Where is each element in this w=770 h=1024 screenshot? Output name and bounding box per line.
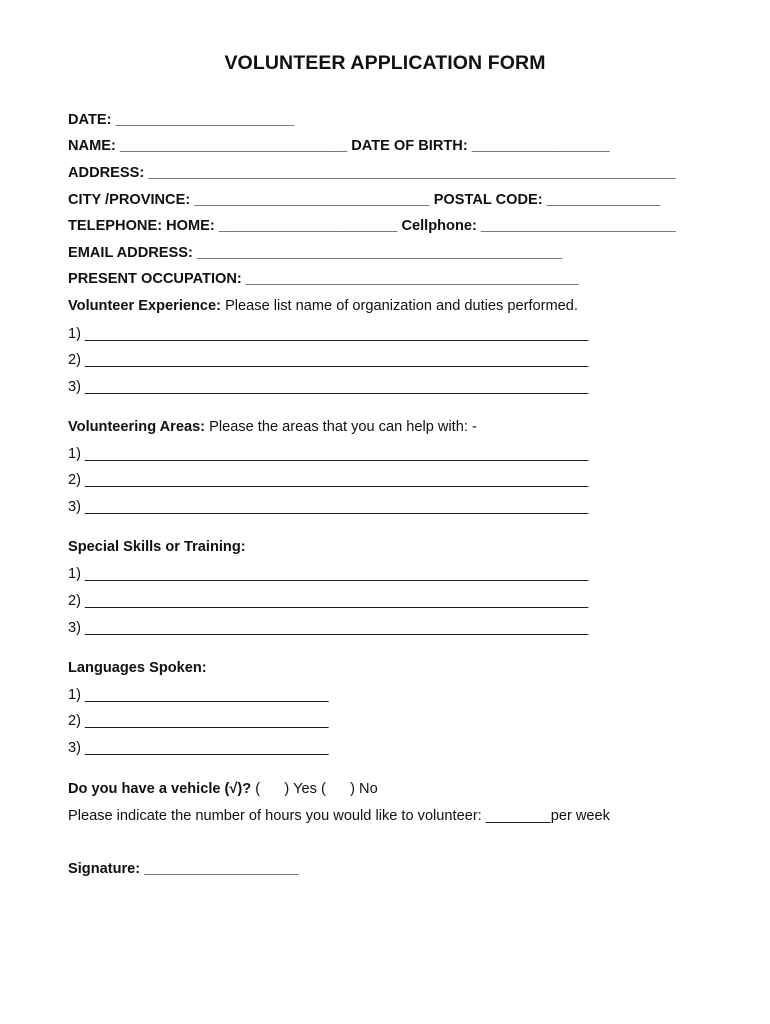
dob-label: DATE OF BIRTH:: [351, 138, 468, 154]
languages-item-1[interactable]: 1) ______________________________: [68, 687, 329, 703]
cell-field[interactable]: ________________________: [480, 218, 676, 234]
city-field[interactable]: _____________________________: [194, 192, 430, 208]
languages-heading: Languages Spoken:: [68, 660, 207, 676]
signature-field[interactable]: ___________________: [144, 861, 299, 877]
signature-row: [68, 860, 298, 878]
occupation-row: [68, 270, 579, 288]
skills-item-1[interactable]: 1) ______________________________________________________________: [68, 566, 589, 582]
name-field[interactable]: ____________________________: [119, 138, 348, 154]
experience-item-3[interactable]: 3) ______________________________________________________________: [68, 379, 589, 395]
date-row: [68, 111, 294, 129]
occupation-field[interactable]: _________________________________________: [245, 271, 579, 287]
name-label: NAME:: [68, 138, 116, 154]
date-label: DATE:: [68, 112, 112, 128]
name-row: [68, 137, 610, 155]
dob-field[interactable]: _________________: [471, 138, 610, 154]
form-title: VOLUNTEER APPLICATION FORM: [224, 52, 546, 74]
vehicle-options[interactable]: ( ) Yes ( ) No: [251, 781, 378, 797]
postal-label: POSTAL CODE:: [433, 192, 543, 208]
skills-heading: Special Skills or Training:: [68, 539, 246, 555]
email-field[interactable]: _____________________________________________: [196, 245, 563, 261]
address-row: [68, 164, 676, 182]
experience-item-2[interactable]: 2) ______________________________________________________________: [68, 352, 589, 368]
telephone-row: [68, 217, 676, 235]
skills-item-3[interactable]: 3) ______________________________________________________________: [68, 620, 589, 636]
city-label: CITY /PROVINCE:: [68, 192, 191, 208]
address-field[interactable]: _________________________________________________________________: [148, 165, 676, 181]
experience-heading-row: [68, 297, 578, 315]
email-label: EMAIL ADDRESS:: [68, 245, 193, 261]
address-label: ADDRESS:: [68, 165, 145, 181]
tel-field[interactable]: ______________________: [218, 218, 398, 234]
city-row: [68, 191, 660, 209]
vehicle-question: Do you have a vehicle (√)?: [68, 781, 252, 797]
areas-item-1[interactable]: 1) ______________________________________________________________: [68, 446, 589, 462]
areas-item-2[interactable]: 2) ______________________________________________________________: [68, 472, 589, 488]
signature-label: Signature:: [68, 861, 141, 877]
experience-desc: Please list name of organization and duties performed.: [221, 298, 578, 314]
tel-label: TELEPHONE: HOME:: [68, 218, 215, 234]
cell-label: Cellphone:: [401, 218, 477, 234]
languages-item-3[interactable]: 3) ______________________________: [68, 740, 329, 756]
areas-desc: Please the areas that you can help with: -: [205, 419, 477, 435]
postal-field[interactable]: ______________: [546, 192, 661, 208]
areas-heading-row: [68, 418, 477, 436]
skills-item-2[interactable]: 2) ______________________________________________________________: [68, 593, 589, 609]
experience-heading: Volunteer Experience:: [68, 298, 222, 314]
date-field[interactable]: ______________________: [115, 112, 295, 128]
vehicle-row: [68, 780, 378, 798]
areas-item-3[interactable]: 3) ______________________________________________________________: [68, 499, 589, 515]
email-row: [68, 244, 562, 262]
experience-item-1[interactable]: 1) ______________________________________________________________: [68, 326, 589, 342]
hours-row[interactable]: Please indicate the number of hours you would like to volunteer: ________per week: [68, 808, 610, 824]
languages-item-2[interactable]: 2) ______________________________: [68, 713, 329, 729]
occupation-label: PRESENT OCCUPATION:: [68, 271, 242, 287]
areas-heading: Volunteering Areas:: [68, 419, 206, 435]
